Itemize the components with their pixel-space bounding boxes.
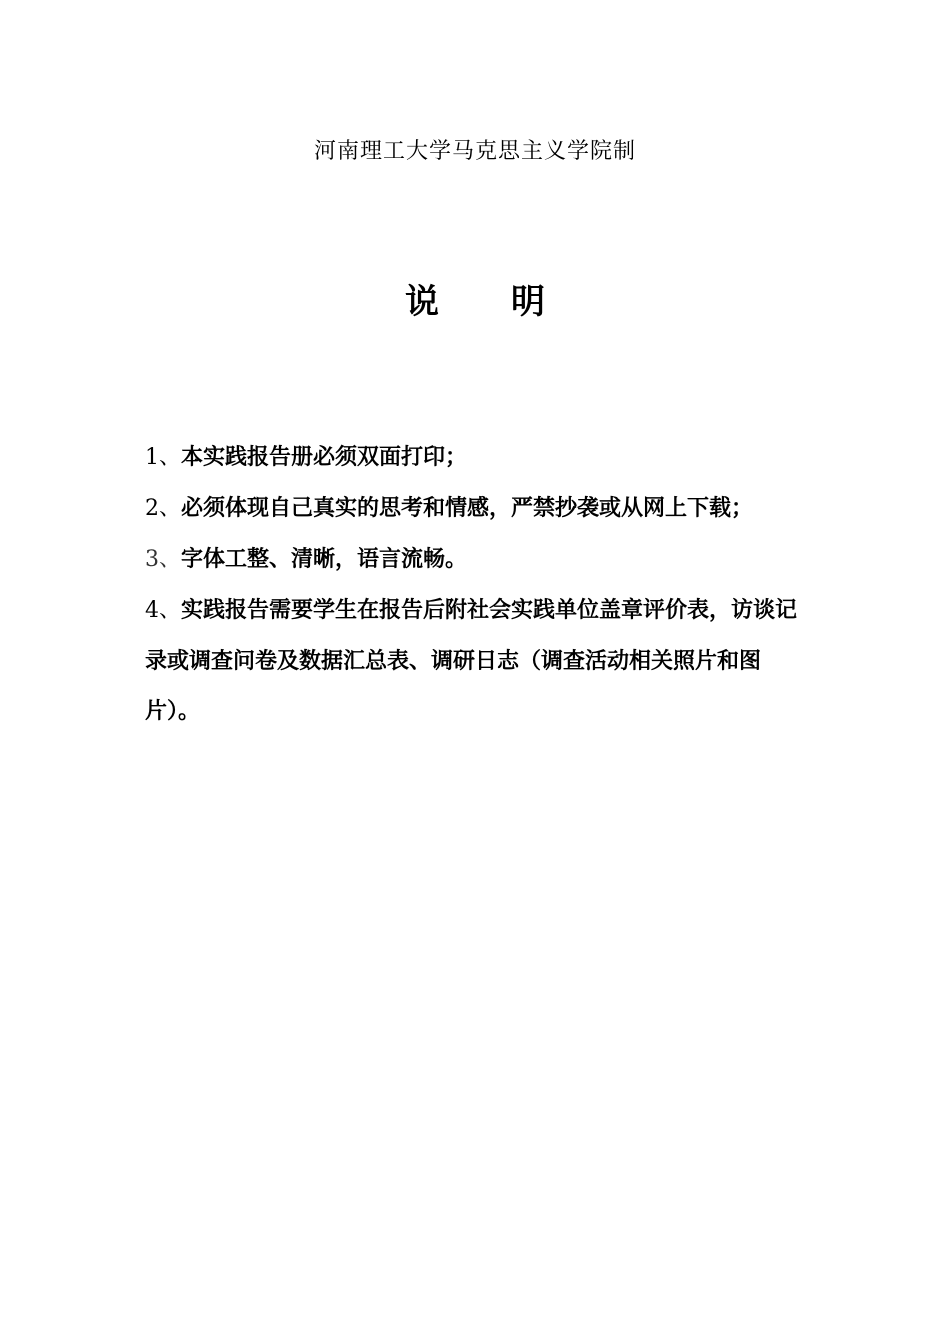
instruction-text: 字体工整、清晰，语言流畅。 bbox=[181, 546, 468, 572]
instruction-number: 1、 bbox=[145, 445, 181, 470]
instruction-number: 2、 bbox=[145, 496, 181, 521]
title-char-2: 明 bbox=[511, 282, 545, 322]
institution-line: 河南理工大学马克思主义学院制 bbox=[313, 139, 636, 164]
page-title bbox=[0, 278, 950, 326]
instructions-list bbox=[145, 432, 810, 736]
instruction-item-4 bbox=[145, 585, 810, 736]
instruction-text: 本实践报告册必须双面打印； bbox=[181, 444, 468, 470]
instruction-item-2 bbox=[145, 483, 810, 534]
title-char-1: 说 bbox=[405, 282, 439, 322]
instruction-text: 必须体现自己真实的思考和情感，严禁抄袭或从网上下载； bbox=[181, 495, 754, 521]
instruction-item-3 bbox=[145, 534, 810, 585]
instruction-item-1 bbox=[145, 432, 810, 483]
instruction-number: 4、 bbox=[145, 598, 181, 623]
instruction-number: 3、 bbox=[145, 547, 181, 572]
instruction-text: 实践报告需要学生在报告后附社会实践单位盖章评价表，访谈记录或调查问卷及数据汇总表、调研日志（调查活动相关照片和图片）。 bbox=[145, 597, 798, 724]
